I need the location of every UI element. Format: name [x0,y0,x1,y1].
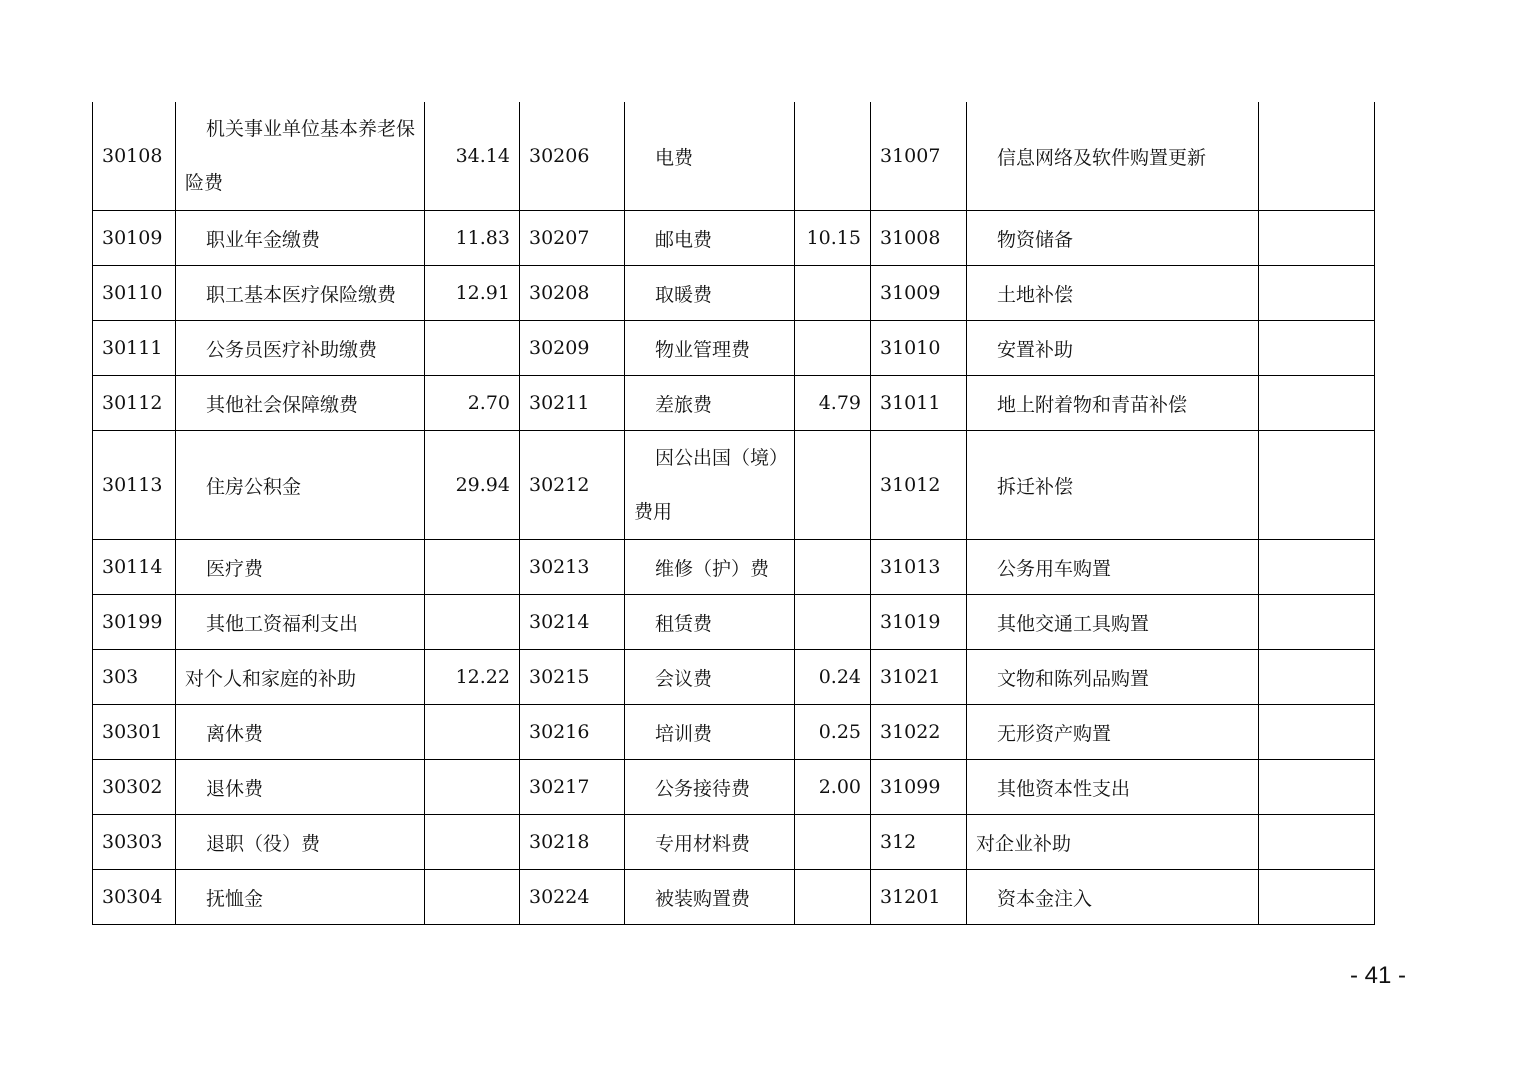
code-cell: 30302 [93,760,176,815]
table-row [93,376,1375,431]
name-cell: 其他交通工具购置 [967,595,1259,650]
name-cell: 对企业补助 [967,815,1259,870]
name-cell: 其他工资福利支出 [176,595,425,650]
code-cell: 31022 [871,705,967,760]
amount-cell [425,705,520,760]
table-row [93,431,1375,540]
name-cell: 对个人和家庭的补助 [176,650,425,705]
table-row [93,870,1375,925]
name-cell: 医疗费 [176,540,425,595]
code-cell: 30304 [93,870,176,925]
code-cell: 30208 [520,266,625,321]
name-cell: 退职（役）费 [176,815,425,870]
table-row [93,211,1375,266]
name-cell: 拆迁补偿 [967,431,1259,540]
amount-cell [1259,540,1375,595]
code-cell: 30214 [520,595,625,650]
name-cell: 离休费 [176,705,425,760]
amount-cell [1259,376,1375,431]
amount-cell: 0.25 [795,705,871,760]
expense-classification-table [92,102,1375,925]
name-cell: 维修（护）费 [625,540,795,595]
code-cell: 30199 [93,595,176,650]
amount-cell [1259,431,1375,540]
name-cell: 租赁费 [625,595,795,650]
amount-cell [1259,650,1375,705]
name-cell: 公务接待费 [625,760,795,815]
name-cell: 地上附着物和青苗补偿 [967,376,1259,431]
amount-cell: 10.15 [795,211,871,266]
code-cell: 31201 [871,870,967,925]
code-cell: 30218 [520,815,625,870]
name-cell: 其他社会保障缴费 [176,376,425,431]
name-cell: 土地补偿 [967,266,1259,321]
amount-cell [1259,321,1375,376]
amount-cell [425,760,520,815]
name-cell: 机关事业单位基本养老保险费 [176,102,425,211]
name-cell: 专用材料费 [625,815,795,870]
name-cell: 职工基本医疗保险缴费 [176,266,425,321]
code-cell: 31007 [871,102,967,211]
code-cell: 30301 [93,705,176,760]
code-cell: 30303 [93,815,176,870]
code-cell: 30209 [520,321,625,376]
amount-cell: 4.79 [795,376,871,431]
code-cell: 30212 [520,431,625,540]
amount-cell [1259,760,1375,815]
amount-cell: 29.94 [425,431,520,540]
table-row [93,266,1375,321]
amount-cell [795,266,871,321]
name-cell: 职业年金缴费 [176,211,425,266]
amount-cell [425,321,520,376]
name-cell: 公务用车购置 [967,540,1259,595]
name-cell: 邮电费 [625,211,795,266]
amount-cell [795,870,871,925]
code-cell: 30224 [520,870,625,925]
code-cell: 312 [871,815,967,870]
name-cell: 会议费 [625,650,795,705]
code-cell: 30206 [520,102,625,211]
name-cell: 安置补助 [967,321,1259,376]
table-row [93,705,1375,760]
amount-cell: 0.24 [795,650,871,705]
code-cell: 30217 [520,760,625,815]
code-cell: 30111 [93,321,176,376]
amount-cell [1259,705,1375,760]
code-cell: 30114 [93,540,176,595]
code-cell: 31099 [871,760,967,815]
amount-cell [1259,102,1375,211]
amount-cell: 34.14 [425,102,520,211]
amount-cell [425,815,520,870]
code-cell: 30113 [93,431,176,540]
name-cell: 抚恤金 [176,870,425,925]
amount-cell [795,815,871,870]
name-cell: 资本金注入 [967,870,1259,925]
code-cell: 30108 [93,102,176,211]
amount-cell: 12.91 [425,266,520,321]
name-cell: 被装购置费 [625,870,795,925]
code-cell: 30207 [520,211,625,266]
amount-cell [1259,870,1375,925]
amount-cell [795,431,871,540]
amount-cell: 12.22 [425,650,520,705]
page-number: - 41 - [1350,962,1407,989]
name-cell: 因公出国（境）费用 [625,431,795,540]
name-cell: 物资储备 [967,211,1259,266]
code-cell: 30110 [93,266,176,321]
name-cell: 文物和陈列品购置 [967,650,1259,705]
name-cell: 其他资本性支出 [967,760,1259,815]
name-cell: 无形资产购置 [967,705,1259,760]
amount-cell: 11.83 [425,211,520,266]
table-row [93,321,1375,376]
code-cell: 303 [93,650,176,705]
amount-cell [425,595,520,650]
code-cell: 31010 [871,321,967,376]
table-row [93,650,1375,705]
name-cell: 信息网络及软件购置更新 [967,102,1259,211]
code-cell: 31021 [871,650,967,705]
code-cell: 31008 [871,211,967,266]
amount-cell [1259,595,1375,650]
table-row [93,102,1375,211]
table-row [93,815,1375,870]
table-row [93,760,1375,815]
name-cell: 电费 [625,102,795,211]
name-cell: 差旅费 [625,376,795,431]
code-cell: 31012 [871,431,967,540]
amount-cell: 2.70 [425,376,520,431]
code-cell: 31009 [871,266,967,321]
code-cell: 30216 [520,705,625,760]
code-cell: 30109 [93,211,176,266]
name-cell: 公务员医疗补助缴费 [176,321,425,376]
amount-cell [795,321,871,376]
amount-cell [425,540,520,595]
name-cell: 物业管理费 [625,321,795,376]
name-cell: 培训费 [625,705,795,760]
amount-cell [795,102,871,211]
amount-cell: 2.00 [795,760,871,815]
code-cell: 31013 [871,540,967,595]
code-cell: 30211 [520,376,625,431]
amount-cell [795,540,871,595]
table-row [93,540,1375,595]
table-row [93,595,1375,650]
name-cell: 退休费 [176,760,425,815]
budget-table-container [92,102,1374,925]
amount-cell [795,595,871,650]
code-cell: 31019 [871,595,967,650]
code-cell: 30213 [520,540,625,595]
name-cell: 住房公积金 [176,431,425,540]
amount-cell [1259,815,1375,870]
amount-cell [1259,266,1375,321]
code-cell: 30215 [520,650,625,705]
amount-cell [1259,211,1375,266]
code-cell: 30112 [93,376,176,431]
code-cell: 31011 [871,376,967,431]
name-cell: 取暖费 [625,266,795,321]
amount-cell [425,870,520,925]
